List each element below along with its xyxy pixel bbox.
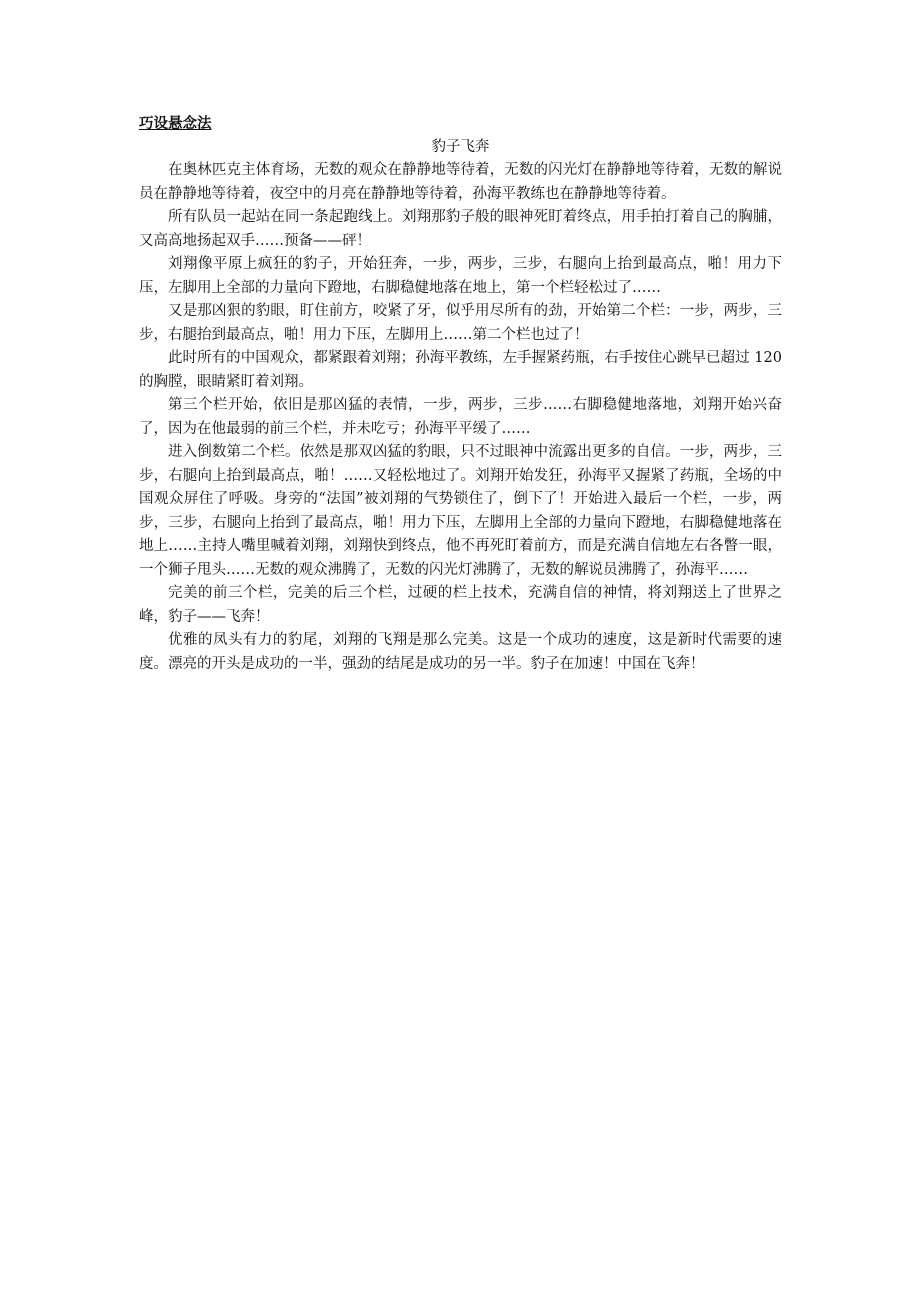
document-body (139, 112, 782, 676)
paragraph: 第三个栏开始，依旧是那凶猛的表情，一步，两步，三步……右脚稳健地落地，刘翔开始兴奋了，因为在他最弱的前三个栏，并未吃亏；孙海平平缓了…… (139, 397, 782, 437)
paragraph: 进入倒数第二个栏。依然是那双凶猛的豹眼，只不过眼神中流露出更多的自信。一步，两步，三步，右腿向上抬到最高点，啪！……又轻松地过了。刘翔开始发狂，孙海平又握紧了药瓶，全场的中国观众屏住了呼吸。身旁的“法国”被刘翔的气势锁住了，倒下了！开始进入最后一个栏，一步，两步，三步，右腿向上抬到了最高点，啪！用力下压，左脚用上全部的力量向下蹬地，右脚稳健地落在地上……主持人嘴里喊着刘翔，刘翔快到终点，他不再死盯着前方，而是充满自信地左右各瞥一眼，一个狮子甩头……无数的观众沸腾了，无数的闪光灯沸腾了，无数的解说员沸腾了，孙海平…… (139, 444, 782, 578)
paragraph: 又是那凶狠的豹眼，盯住前方，咬紧了牙，似乎用尽所有的劲，开始第二个栏：一步，两步，三步，右腿抬到最高点，啪！用力下压，左脚用上……第二个栏也过了！ (139, 303, 782, 343)
paragraph: 在奥林匹克主体育场，无数的观众在静静地等待着，无数的闪光灯在静静地等待着，无数的解说员在静静地等待着，夜空中的月亮在静静地等待着，孙海平教练也在静静地等待着。 (139, 162, 782, 202)
paragraph: 所有队员一起站在同一条起跑线上。刘翔那豹子般的眼神死盯着终点，用手拍打着自己的胸脯，又高高地扬起双手……预备——砰！ (139, 209, 782, 249)
paragraph: 刘翔像平原上疯狂的豹子，开始狂奔，一步，两步，三步，右腿向上抬到最高点，啪！用力下压，左脚用上全部的力量向下蹬地，右脚稳健地落在地上，第一个栏轻松过了…… (139, 256, 782, 296)
section-heading: 巧设悬念法 (139, 115, 212, 132)
essay-title: 豹子飞奔 (431, 138, 490, 155)
paragraph: 优雅的凤头有力的豹尾，刘翔的飞翔是那么完美。这是一个成功的速度，这是新时代需要的速度。漂亮的开头是成功的一半，强劲的结尾是成功的另一半。豹子在加速！中国在飞奔！ (139, 632, 782, 672)
paragraph: 此时所有的中国观众，都紧跟着刘翔；孙海平教练，左手握紧药瓶，右手按住心跳早已超过 120 的胸膛，眼睛紧盯着刘翔。 (139, 350, 782, 390)
paragraph: 完美的前三个栏，完美的后三个栏，过硬的栏上技术，充满自信的神情，将刘翔送上了世界之峰，豹子——飞奔！ (139, 585, 782, 625)
